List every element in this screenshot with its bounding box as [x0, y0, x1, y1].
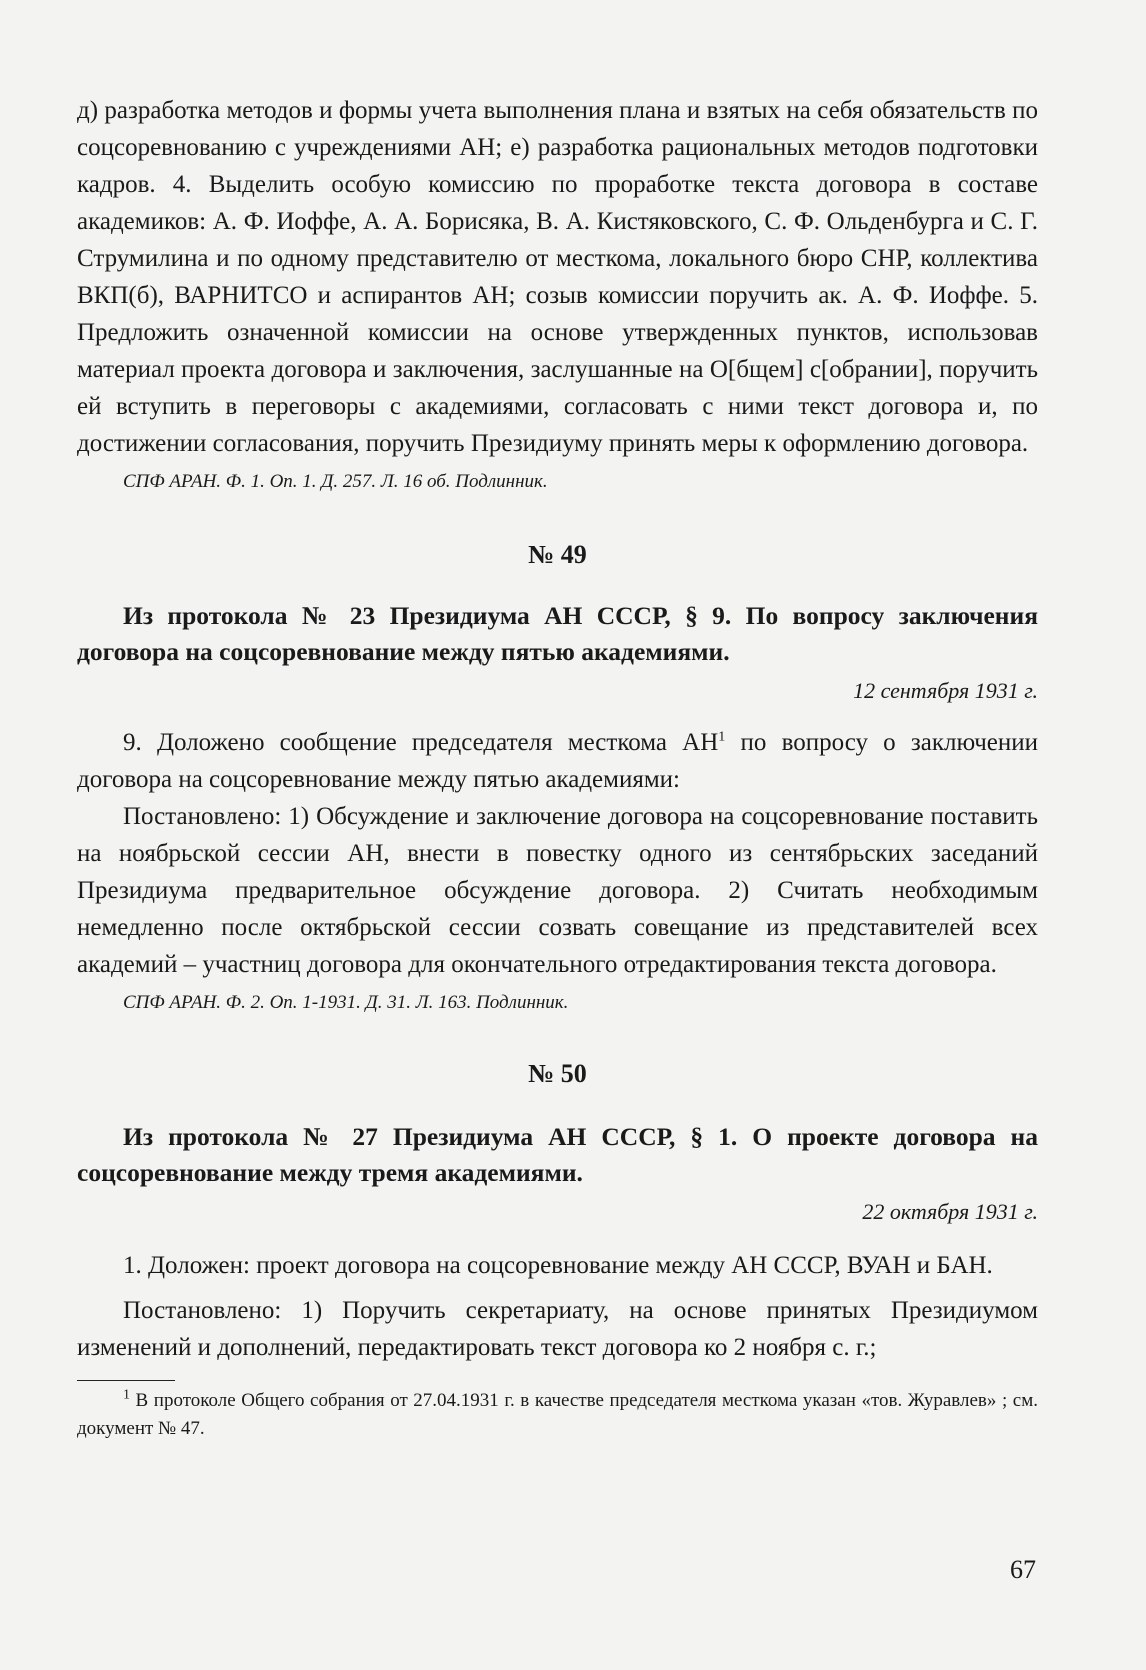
doc49-source: СПФ АРАН. Ф. 2. Оп. 1-1931. Д. 31. Л. 163. Подлинник. [123, 992, 569, 1013]
footnote [77, 1387, 1038, 1443]
doc49-paragraph-2: Постановлено: 1) Обсуждение и заключение договора на соцсоревнование поставить на ноябрьской сессии АН, внести в повестку одного из сентябрьских заседаний Президиума предварительное обсуждение договора. 2) Считать необходимым немедленно после октябрьской сессии созвать совещание из представителей всех академий – участниц договора для окончательного отредактирования текста договора. [77, 803, 1038, 978]
doc50-title: Из протокола № 27 Президиума АН СССР, § 1. О проекте договора на соцсоревнование между тремя академиями. [77, 1122, 1038, 1187]
footnote-divider [77, 1380, 175, 1381]
doc49-para1-after: по вопросу о заключении договора на соцсоревнование между пятью академиями: [77, 729, 1039, 793]
footnote-reference: 1 [718, 729, 726, 745]
footnote-mark: 1 [123, 1387, 130, 1403]
doc49-para1-before: 9. Доложено сообщение председателя месткома АН [123, 729, 719, 756]
doc49-date: 12 сентября 1931 г. [853, 678, 1038, 703]
intro-paragraph: д) разработка методов и формы учета выполнения плана и взятых на себя обязательств по соцсоревнованию с учреждениями АН; е) разработка рациональных методов подготовки кадров. 4. Выделить особую комиссию по проработке текста договора в составе академиков: А. Ф. Иоффе, А. А. Борисяка, В. А. Кистяковского, С. Ф. Ольденбурга и С. Г. Струмилина и по одному представителю от месткома, локального бюро СНР, коллектива ВКП(б), ВАРНИТСО и аспирантов АН; созыв комиссии поручить ак. А. Ф. Иоффе. 5. Предложить означенной комиссии на основе утвержденных пунктов, использовав материал проекта договора и заключения, заслушанные на О[бщем] с[обрании], поручить ей вступить в переговоры с академиями, согласовать с ними текст договора и, по достижении согласования, поручить Президиуму принять меры к оформлению договора. [77, 97, 1038, 457]
doc49-paragraph-1 [77, 724, 1038, 798]
doc50-date: 22 октября 1931 г. [862, 1199, 1038, 1224]
doc49-number: № 49 [528, 540, 587, 569]
doc50-paragraph-1: 1. Доложен: проект договора на соцсоревнование между АН СССР, ВУАН и БАН. [123, 1252, 993, 1279]
doc49-title: Из протокола № 23 Президиума АН СССР, § 9. По вопросу заключения договора на соцсоревнование между пятью академиями. [77, 601, 1038, 666]
footnote-text: В протоколе Общего собрания от 27.04.1931 г. в качестве председателя месткома указан «тов. Журавлев» ; см. документ № 47. [77, 1390, 1038, 1439]
doc50-paragraph-2: Постановлено: 1) Поручить секретариату, на основе принятых Президиумом изменений и дополнений, передактировать текст договора ко 2 ноября с. г.; [77, 1297, 1038, 1361]
intro-source: СПФ АРАН. Ф. 1. Оп. 1. Д. 257. Л. 16 об. Подлинник. [123, 471, 548, 492]
doc50-number: № 50 [528, 1059, 587, 1088]
page-number: 67 [1010, 1555, 1036, 1584]
